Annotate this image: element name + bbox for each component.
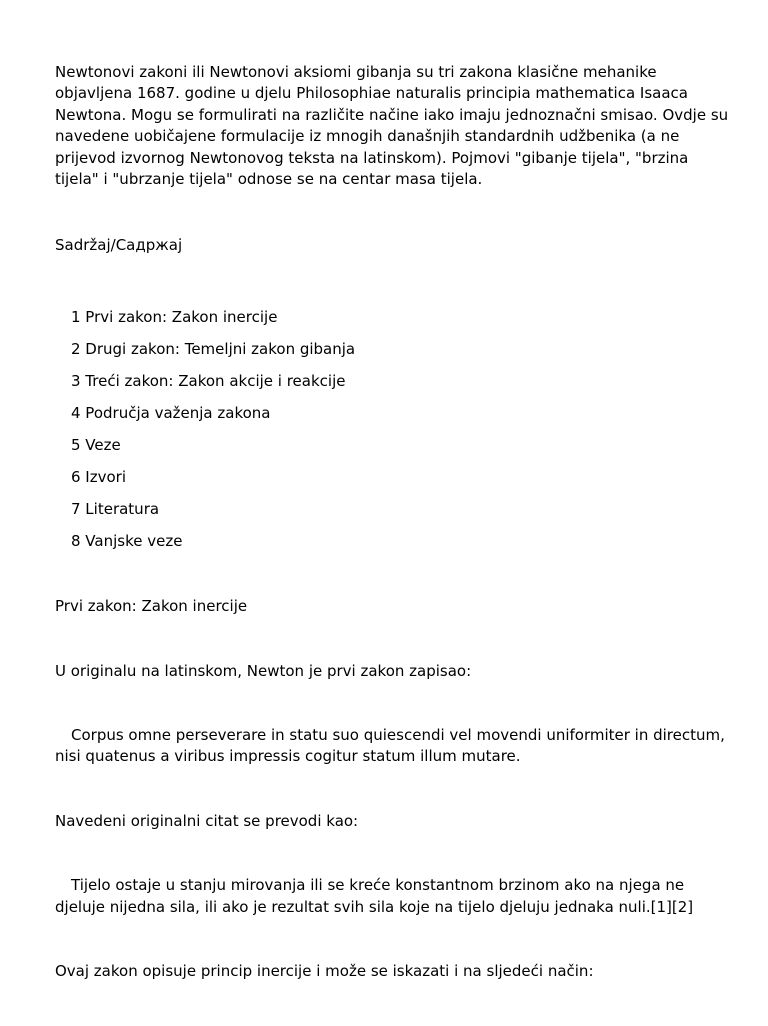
toc-item-4[interactable]: 4 Područja važenja zakona: [71, 403, 271, 422]
toc-item-5[interactable]: 5 Veze: [71, 435, 121, 454]
translation-intro-paragraph: Navedeni originalni citat se prevodi kao:: [55, 811, 359, 830]
intro-paragraph: Newtonovi zakoni ili Newtonovi aksiomi gibanja su tri zakona klasične mehanike objavljena 1687. godine u djelu Philosophiae naturalis principia mathematica Isaaca Newtona. Mogu se formulirati na različite načine iako imaju jednoznačni smisao. Ovdje su navedene uobičajene formulacije iz mnogih današnjih standardnih udžbenika (a ne prijevod izvornog Newtonovog teksta na latinskom). Pojmovi "gibanje tijela", "brzina tijela" i "ubrzanje tijela" odnose se na centar masa tijela.: [55, 63, 729, 189]
toc-item-1[interactable]: 1 Prvi zakon: Zakon inercije: [71, 307, 278, 326]
toc-item-3[interactable]: 3 Treći zakon: Zakon akcije i reakcije: [71, 371, 346, 390]
closing-paragraph: Ovaj zakon opisuje princip inercije i može se iskazati i na sljedeći način:: [55, 962, 594, 981]
document-page: [55, 62, 735, 1026]
latin-quote: Corpus omne perseverare in statu suo quiescendi vel movendi uniformiter in directum, nisi quatenus a viribus impressis cogitur statum illum mutare.: [55, 726, 725, 766]
toc-heading: Sadržaj/Садржај: [55, 236, 183, 255]
translation-quote: Tijelo ostaje u stanju mirovanja ili se kreće konstantnom brzinom ako na njega ne djeluje nijedna sila, ili ako je rezultat svih sila koje na tijelo djeluju jednaka nuli.[1][2]: [55, 876, 694, 916]
toc-item-8[interactable]: 8 Vanjske veze: [71, 531, 183, 550]
table-of-contents: [55, 307, 735, 552]
toc-item-2[interactable]: 2 Drugi zakon: Temeljni zakon gibanja: [71, 339, 356, 358]
latin-intro-paragraph: U originalu na latinskom, Newton je prvi zakon zapisao:: [55, 661, 472, 680]
toc-item-6[interactable]: 6 Izvori: [71, 467, 126, 486]
section-heading: Prvi zakon: Zakon inercije: [55, 597, 248, 616]
toc-item-7[interactable]: 7 Literatura: [71, 499, 160, 518]
